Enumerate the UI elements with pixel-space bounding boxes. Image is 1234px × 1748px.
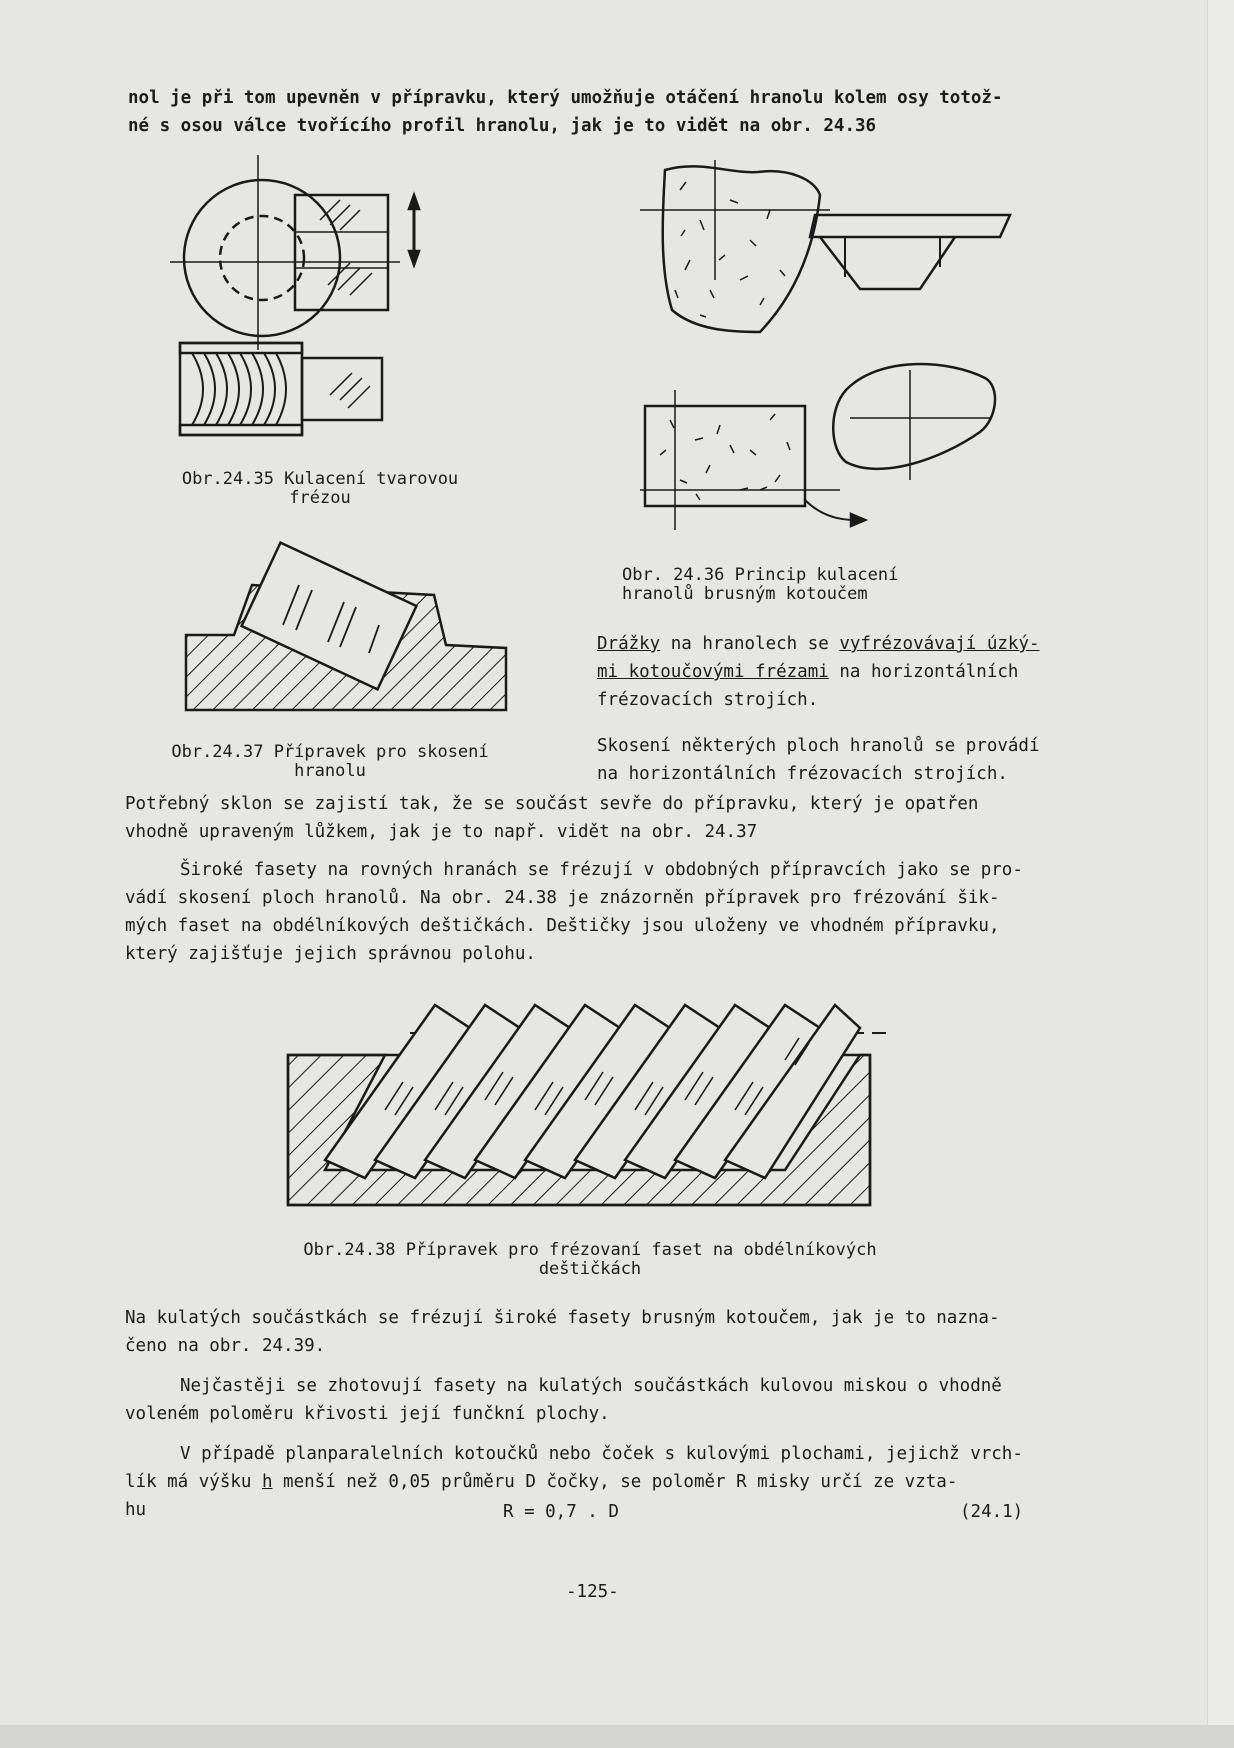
text-line: lík má výšku h menší než 0,05 průměru D čočky, se poloměr R misky určí ze vzta- bbox=[125, 1472, 958, 1492]
text-line: V případě planparalelních kotoučků nebo čoček s kulovými plochami, jejichž vrch- bbox=[180, 1444, 1023, 1464]
text-line: na horizontálních frézovacích strojích. bbox=[597, 764, 1008, 784]
page-bottom-edge bbox=[0, 1725, 1234, 1748]
figure-24-38-fixture-for-milling-facets bbox=[285, 1000, 895, 1215]
figure-24-35-rounding-with-form-cutter bbox=[170, 150, 470, 450]
text-line: Nejčastěji se zhotovují fasety na kulatých součástkách kulovou miskou o vhodně bbox=[180, 1376, 1002, 1396]
text-line: který zajišťuje jejich správnou polohu. bbox=[125, 944, 536, 964]
text-line: né s osou válce tvořícího profil hranolu, jak je to vidět na obr. 24.36 bbox=[128, 116, 877, 136]
page-number: -125- bbox=[566, 1582, 619, 1602]
text-line: vhodně upraveným lůžkem, jak je to např. vidět na obr. 24.37 bbox=[125, 822, 758, 842]
figure-24-37-fixture-for-chamfering bbox=[184, 540, 514, 715]
text-line: voleném poloměru křivosti její funčkní plochy. bbox=[125, 1404, 610, 1424]
text-line: hu bbox=[125, 1500, 147, 1520]
text-line: frézovacích strojích. bbox=[597, 690, 819, 710]
text-line: nol je při tom upevněn v přípravku, který umožňuje otáčení hranolu kolem osy totož- bbox=[128, 88, 1003, 108]
figure-caption: deštičkách bbox=[538, 1259, 642, 1279]
figure-caption: Obr. 24.36 Princip kulacení bbox=[622, 565, 899, 585]
text-line: Na kulatých součástkách se frézují široké fasety brusným kotoučem, jak je to nazna- bbox=[125, 1308, 1000, 1328]
text-line: Drážky na hranolech se vyfrézovávají úzký- bbox=[597, 634, 1040, 654]
text-line: mi kotoučovými frézami na horizontálních bbox=[597, 662, 1019, 682]
text-line: čeno na obr. 24.39. bbox=[125, 1336, 326, 1356]
figure-caption: hranolu bbox=[294, 761, 366, 781]
page-edge bbox=[1207, 0, 1234, 1748]
figure-caption: hranolů brusným kotoučem bbox=[622, 584, 868, 604]
text-line: mých faset na obdélníkových deštičkách. Deštičky jsou uloženy ve vhodném přípravku, bbox=[125, 916, 1000, 936]
figure-caption: Obr.24.35 Kulacení tvarovou bbox=[181, 469, 459, 489]
text-line: Potřebný sklon se zajistí tak, že se součást sevře do přípravku, který je opatřen bbox=[125, 794, 979, 814]
text-line: Široké fasety na rovných hranách se frézují v obdobných přípravcích jako se pro- bbox=[180, 860, 1023, 880]
text-line: vádí skosení ploch hranolů. Na obr. 24.38 je znázorněn přípravek pro frézování šik- bbox=[125, 888, 1000, 908]
equation-formula: R = 0,7 . D bbox=[503, 1502, 619, 1522]
figure-24-36-rounding-with-grinding-wheel bbox=[640, 160, 1010, 540]
figure-caption: frézou bbox=[289, 488, 351, 508]
text-line: Skosení některých ploch hranolů se provádí bbox=[597, 736, 1040, 756]
figure-caption: Obr.24.38 Přípravek pro frézovaní faset na obdélníkových bbox=[303, 1240, 877, 1260]
figure-caption: Obr.24.37 Přípravek pro skosení bbox=[171, 742, 489, 762]
equation-number: (24.1) bbox=[960, 1502, 1024, 1522]
